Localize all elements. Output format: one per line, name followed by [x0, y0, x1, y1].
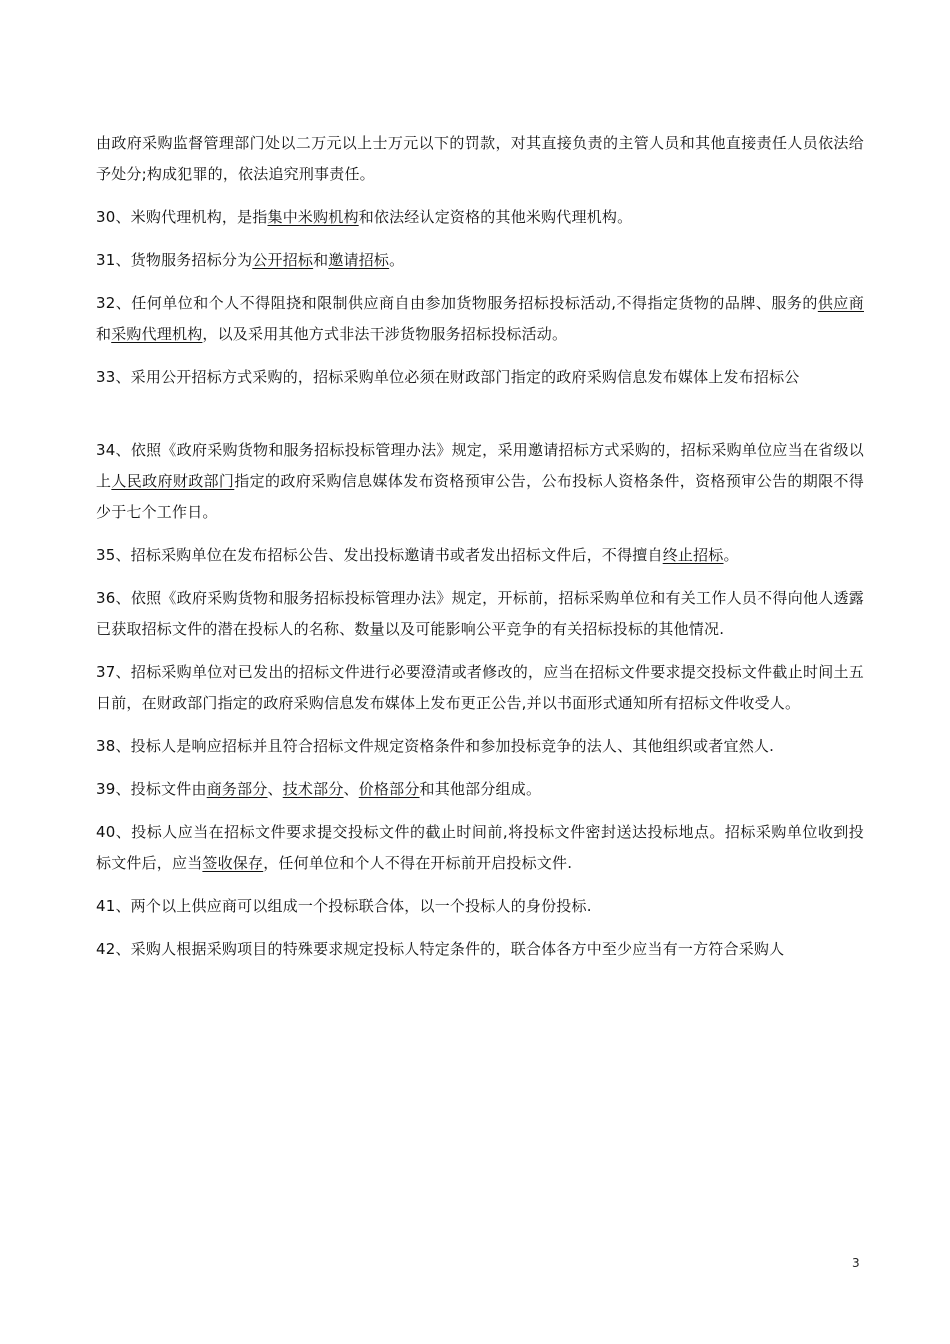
text-segment: 、 [343, 780, 359, 798]
paragraph-31 [96, 245, 864, 276]
underlined-answer: 供应商 [817, 294, 864, 312]
underlined-answer: 公开招标 [252, 251, 314, 269]
text-segment: 31、货物服务招标分为 [96, 251, 253, 269]
text-segment: 39、投标文件由 [96, 780, 207, 798]
paragraph-40 [96, 817, 864, 879]
underlined-answer: 人民政府财政部门 [111, 472, 235, 490]
page-number: 3 [852, 1256, 860, 1270]
text-segment: 33、采用公开招标方式采购的，招标采购单位必须在财政部门指定的政府采购信息发布媒体上发布招标公 [96, 368, 800, 386]
text-segment: 和 [313, 251, 329, 269]
text-segment: 30、米购代理机构，是指 [96, 208, 268, 226]
paragraph-33 [96, 362, 864, 393]
underlined-answer: 终止招标 [662, 546, 724, 564]
text-segment: 41、两个以上供应商可以组成一个投标联合体，以一个投标人的身份投标. [96, 897, 592, 915]
page-body [96, 128, 864, 977]
text-segment: 32、任何单位和个人不得阻挠和限制供应商自由参加货物服务招标投标活动,不得指定货物的品牌、服务的 [96, 294, 818, 312]
text-segment: 、 [267, 780, 283, 798]
text-segment: 35、招标采购单位在发布招标公告、发出投标邀请书或者发出招标文件后，不得擅自 [96, 546, 663, 564]
text-segment: 。 [723, 546, 739, 564]
underlined-answer: 采购代理机构 [111, 325, 203, 343]
text-segment: 和 [96, 325, 112, 343]
paragraph-37 [96, 657, 864, 719]
underlined-answer: 商务部分 [206, 780, 268, 798]
text-segment: 34、依照《政府采购货物和服务招标投标管理办法》规定，采用邀请招标方式采购的，招标采购单位应当在省级以上 [96, 441, 864, 490]
paragraph-30 [96, 202, 864, 233]
paragraph-32 [96, 288, 864, 350]
paragraph-34 [96, 435, 864, 528]
text-segment: 40、投标人应当在招标文件要求提交投标文件的截止时间前,将投标文件密封送达投标地点。招标采购单位收到投标文件后，应当 [96, 823, 864, 872]
text-segment: ，以及采用其他方式非法干涉货物服务招标投标活动。 [202, 325, 568, 343]
underlined-answer: 集中米购机构 [267, 208, 359, 226]
underlined-answer: 技术部分 [282, 780, 344, 798]
text-segment: 指定的政府采购信息媒体发布资格预审公告，公布投标人资格条件，资格预审公告的期限不得少于七个工作日。 [96, 472, 864, 521]
paragraph-39 [96, 774, 864, 805]
paragraph-38 [96, 731, 864, 762]
text-segment: 和其他部分组成。 [419, 780, 542, 798]
paragraph-41 [96, 891, 864, 922]
underlined-answer: 价格部分 [358, 780, 420, 798]
paragraph-35 [96, 540, 864, 571]
text-segment: 42、采购人根据采购项目的特殊要求规定投标人特定条件的，联合体各方中至少应当有一方符合采购人 [96, 940, 785, 958]
text-segment: 38、投标人是响应招标并且符合招标文件规定资格条件和参加投标竞争的法人、其他组织或者宜然人. [96, 737, 775, 755]
text-segment: 36、依照《政府采购货物和服务招标投标管理办法》规定，开标前，招标采购单位和有关工作人员不得向他人透露已获取招标文件的潜在投标人的名称、数量以及可能影响公平竞争的有关招标投标的其他情况. [96, 589, 864, 638]
text-segment: 。 [389, 251, 405, 269]
text-segment: 由政府采购监督管理部门处以二万元以上士万元以下的罚款，对其直接负责的主管人员和其他直接责任人员依法给予处分;构成犯罪的，依法追究刑事责任。 [96, 134, 864, 183]
paragraph-36 [96, 583, 864, 645]
underlined-answer: 邀请招标 [328, 251, 390, 269]
paragraph-42 [96, 934, 864, 965]
text-segment: 和依法经认定资格的其他米购代理机构。 [358, 208, 633, 226]
text-segment: 37、招标采购单位对已发出的招标文件进行必要澄清或者修改的，应当在招标文件要求提交投标文件截止时间土五日前，在财政部门指定的政府采购信息发布媒体上发布更正公告,并以书面形式通知所有招标文件收受人。 [96, 663, 864, 712]
underlined-answer: 签收保存 [202, 854, 264, 872]
paragraph-29-continued [96, 128, 864, 190]
text-segment: ，任何单位和个人不得在开标前开启投标文件. [263, 854, 573, 872]
